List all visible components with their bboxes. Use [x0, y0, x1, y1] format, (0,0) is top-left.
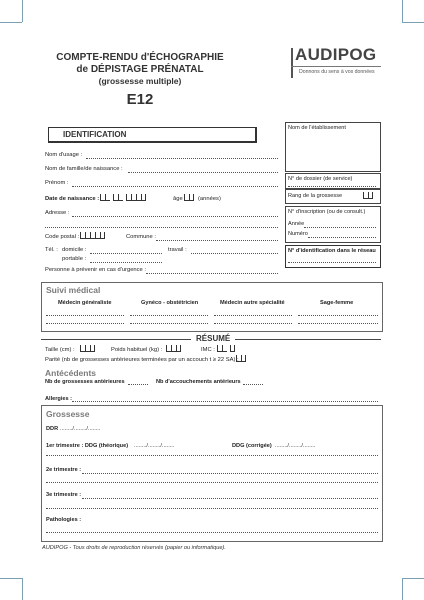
annees-label: (années): [198, 196, 221, 202]
parite-label: Parité (nb de grossesses antérieures terminées par un accouch t ≥ 22 SA) :: [45, 357, 239, 363]
suivi-field[interactable]: [46, 315, 124, 316]
domicile-field[interactable]: [90, 253, 162, 254]
personne-urgence-label: Personne à prévenir en cas d'urgence :: [45, 267, 147, 273]
nom-usage-label: Nom d'usage :: [45, 152, 83, 158]
nom-famille-field[interactable]: [128, 172, 278, 173]
portable-field[interactable]: [90, 262, 162, 263]
resume-heading: RÉSUMÉ: [196, 334, 231, 343]
numero-field: [308, 237, 376, 238]
date-naissance-label: Date de naissance :: [45, 196, 100, 202]
brand-name: AUDIPOG: [295, 45, 377, 64]
etablissement-label: Nom de l'établissement: [288, 125, 346, 131]
taille-label: Taille (cm) :: [45, 347, 75, 353]
commune-field[interactable]: [156, 240, 278, 241]
suivi-field[interactable]: [130, 323, 208, 324]
crop-mark: [0, 578, 22, 579]
personne-urgence-field[interactable]: [146, 273, 278, 274]
imc-label: IMC :: [201, 347, 215, 353]
suivi-field[interactable]: [46, 323, 124, 324]
resume-divider-right: [235, 339, 381, 340]
ddr-label: DDR: [46, 426, 59, 432]
resume-divider-left: [41, 339, 191, 340]
imc-cells[interactable]: [217, 345, 235, 352]
footer-copyright: AUDIPOG - Tous droits de reproduction réservés (papier ou informatique).: [42, 545, 226, 551]
rang-box[interactable]: [285, 189, 381, 204]
t2-label: 2e trimestre :: [46, 467, 82, 473]
nom-famille-label: Nom de famille/de naissance :: [45, 166, 123, 172]
document-title: [40, 52, 240, 110]
suivi-field[interactable]: [130, 315, 208, 316]
suivi-col-sage-femme: Sage-femme: [320, 300, 354, 306]
adresse-label: Adresse :: [45, 210, 70, 216]
title-line-1: COMPTE-RENDU d'ÉCHOGRAPHIE: [56, 52, 224, 63]
nb-accouchements-field[interactable]: [243, 384, 263, 385]
reseau-box[interactable]: [285, 245, 381, 268]
crop-mark: [402, 578, 403, 600]
code-postal-label: Code postal :: [45, 234, 80, 240]
suivi-field[interactable]: [214, 323, 292, 324]
domicile-label: domicile :: [62, 247, 87, 253]
t3-label: 3e trimestre :: [46, 492, 82, 498]
etablissement-box[interactable]: [285, 122, 381, 172]
reseau-field: [288, 262, 376, 263]
rang-label: Rang de la grossesse: [288, 193, 343, 199]
t1-line[interactable]: [46, 455, 378, 456]
antecedents-heading: Antécédents: [45, 368, 97, 378]
crop-mark: [402, 578, 424, 579]
code-postal-cells[interactable]: [80, 232, 105, 239]
prenom-label: Prénom :: [45, 180, 69, 186]
grossesse-section: [41, 405, 383, 542]
parite-cells[interactable]: [236, 355, 246, 362]
pathologies-label: Pathologies :: [46, 517, 82, 523]
logo-bar: [291, 66, 381, 67]
suivi-col-autre: Médecin autre spécialité: [220, 300, 285, 306]
identification-heading: IDENTIFICATION: [63, 130, 127, 139]
dossier-box[interactable]: [285, 173, 381, 189]
crop-mark: [402, 22, 424, 23]
crop-mark: [22, 578, 23, 600]
numero-label: Numéro: [288, 231, 308, 237]
brand-logo: [291, 44, 383, 80]
adresse-field-2[interactable]: [45, 227, 278, 228]
brand-tagline: Donnons du sens à vos données: [299, 69, 375, 75]
ddg-corrigee-label: DDG (corrigée): [232, 443, 272, 449]
inscription-box[interactable]: [285, 206, 381, 243]
ddr-date[interactable]: ......../......../........: [60, 426, 101, 432]
tel-label: Tél. :: [45, 247, 58, 253]
t2-line[interactable]: [82, 473, 378, 474]
t1-label: 1er trimestre : DDG (théorique): [46, 443, 129, 449]
suivi-heading: Suivi médical: [46, 285, 101, 295]
age-cells[interactable]: [184, 194, 194, 201]
suivi-col-gyneco: Gynéco - obstétricien: [141, 300, 199, 306]
form-code: E12: [126, 91, 154, 108]
crop-mark: [402, 0, 403, 22]
taille-cells[interactable]: [80, 345, 95, 352]
crop-mark: [0, 22, 22, 23]
t1-date[interactable]: ......../......../........: [134, 443, 175, 449]
suivi-field[interactable]: [298, 323, 378, 324]
title-line-3: (grossesse multiple): [98, 76, 182, 86]
dossier-field: [288, 186, 376, 187]
suivi-field[interactable]: [298, 315, 378, 316]
t3-line[interactable]: [82, 498, 378, 499]
portable-label: portable :: [62, 256, 87, 262]
travail-label: travail :: [168, 247, 187, 253]
reseau-label: N° d'identification dans le réseau: [288, 248, 376, 254]
nb-grossesses-label: Nb de grossesses antérieures: [45, 379, 125, 385]
nom-usage-field[interactable]: [86, 158, 278, 159]
logo-bracket: [291, 48, 293, 78]
date-naissance-cells[interactable]: [100, 194, 146, 201]
title-line-2: de DÉPISTAGE PRÉNATAL: [76, 64, 204, 75]
ddg-corrigee-date[interactable]: ......../......../........: [275, 443, 316, 449]
age-label: âge: [173, 196, 183, 202]
identification-heading-box: [48, 127, 257, 143]
prenom-field[interactable]: [72, 186, 278, 187]
poids-label: Poids habituel (kg) :: [111, 347, 163, 353]
dossier-label: N° de dossier (de service): [288, 176, 353, 182]
annee-field: [304, 227, 376, 228]
inscription-label: N° d'inscription (ou de consult.): [288, 209, 366, 215]
allergies-field[interactable]: [72, 401, 378, 402]
grossesse-heading: Grossesse: [46, 409, 90, 419]
suivi-col-generaliste: Médecin généraliste: [58, 300, 112, 306]
travail-field[interactable]: [191, 253, 278, 254]
pathologies-line[interactable]: [46, 532, 378, 533]
nb-grossesses-field[interactable]: [128, 384, 148, 385]
suivi-section: [41, 282, 383, 332]
suivi-field[interactable]: [214, 315, 292, 316]
t3-line-2[interactable]: [46, 508, 378, 509]
poids-cells[interactable]: [166, 345, 181, 352]
adresse-field[interactable]: [72, 216, 278, 217]
annee-label: Année: [288, 221, 305, 227]
commune-label: Commune :: [126, 234, 156, 240]
crop-mark: [22, 0, 23, 22]
nb-accouchements-label: Nb d'accouchements antérieurs: [156, 379, 241, 385]
rang-cells: [363, 192, 373, 199]
t2-line-2[interactable]: [46, 482, 378, 483]
allergies-label: Allergies :: [45, 396, 73, 402]
